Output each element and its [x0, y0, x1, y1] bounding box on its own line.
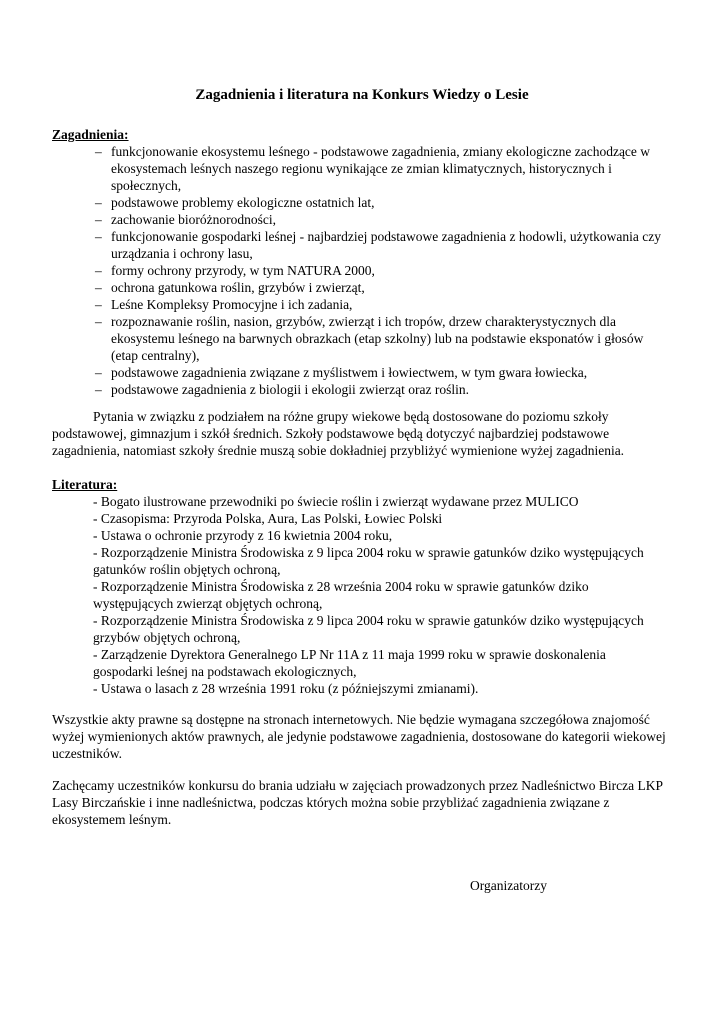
topic-text: ochrona gatunkowa roślin, grzybów i zwierząt,: [111, 280, 365, 295]
bullet-dash: –: [95, 212, 102, 227]
bullet-dash: –: [95, 195, 102, 210]
topic-item: [0, 211, 671, 228]
topic-item: [0, 313, 671, 364]
topic-text: funkcjonowanie gospodarki leśnej - najbardziej podstawowe zagadnienia z hodowli, użytkowania czy urządzania i ochrony lasu,: [111, 229, 661, 261]
literature-item: - Rozporządzenie Ministra Środowiska z 9 lipca 2004 roku w sprawie gatunków dziko występujących grzybów objętych ochroną,: [93, 613, 644, 645]
topic-text: zachowanie bioróżnorodności,: [111, 212, 276, 227]
topic-item: [0, 296, 671, 313]
document-title: Zagadnienia i literatura na Konkurs Wiedzy o Lesie: [195, 87, 529, 103]
signature: Organizatorzy: [470, 878, 547, 893]
topic-item: [0, 262, 671, 279]
topic-text: Leśne Kompleksy Promocyjne i ich zadania,: [111, 297, 353, 312]
literature-item: - Bogato ilustrowane przewodniki po świecie roślin i zwierząt wydawane przez MULICO: [93, 494, 579, 509]
literature-item: - Czasopisma: Przyroda Polska, Aura, Las Polski, Łowiec Polski: [93, 511, 443, 526]
bullet-dash: –: [95, 297, 102, 312]
invitation-paragraph: Zachęcamy uczestników konkursu do brania udziału w zajęciach prowadzonych przez Nadleśnictwo Bircza LKP Lasy Birczańskie i inne nadleśnictwa, podczas których można sobie przybliżać zagadnienia związane z ekosystemem leśnym.: [52, 778, 663, 827]
literature-heading: Literatura:: [52, 477, 118, 492]
topic-text: podstawowe problemy ekologiczne ostatnich lat,: [111, 195, 375, 210]
topic-text: podstawowe zagadnienia związane z myślistwem i łowiectwem, w tym gwara łowiecka,: [111, 365, 588, 380]
literature-item: - Zarządzenie Dyrektora Generalnego LP Nr 11A z 11 maja 1999 roku w sprawie doskonalenia gospodarki leśnej na podstawach ekologicznych,: [93, 647, 606, 679]
topics-heading: Zagadnienia:: [52, 127, 129, 142]
bullet-dash: –: [95, 229, 102, 244]
literature-item: - Rozporządzenie Ministra Środowiska z 9 lipca 2004 roku w sprawie gatunków dziko występujących gatunków roślin objętych ochroną,: [93, 545, 644, 577]
age-groups-paragraph: Pytania w związku z podziałem na różne grupy wiekowe będą dostosowane do poziomu szkoły podstawowej, gimnazjum i szkół średnich. Szkoły podstawowe będą dotyczyć najbardziej podstawowe zagadnienia, natomiast szkoły średnie muszą sobie dokładniej przybliżyć wymienione wyżej zagadnienia.: [52, 409, 625, 458]
bullet-dash: –: [95, 382, 102, 397]
topic-item: [0, 228, 671, 262]
bullet-dash: –: [95, 314, 102, 329]
topic-item: [0, 381, 671, 398]
topic-item: [0, 194, 671, 211]
topic-item: [0, 143, 671, 194]
literature-item: - Rozporządzenie Ministra Środowiska z 28 września 2004 roku w sprawie gatunków dziko występujących zwierząt objętych ochroną,: [93, 579, 589, 611]
topic-item: [0, 364, 671, 381]
bullet-dash: –: [95, 365, 102, 380]
bullet-dash: –: [95, 280, 102, 295]
topics-list: [0, 143, 724, 398]
literature-list: [0, 493, 724, 697]
topic-text: funkcjonowanie ekosystemu leśnego - podstawowe zagadnienia, zmiany ekologiczne zachodzące w ekosystemach leśnych naszego regionu wynikające ze zmian klimatycznych, historycznych i społecznych,: [111, 144, 651, 193]
topic-item: [0, 279, 671, 296]
legal-acts-paragraph: Wszystkie akty prawne są dostępne na stronach internetowych. Nie będzie wymagana szczegółowa znajomość wyżej wymienionych aktów prawnych, ale jedynie podstawowe zagadnienia, dostosowane do kategorii wiekowej uczestników.: [52, 712, 666, 761]
literature-item: - Ustawa o lasach z 28 września 1991 roku (z późniejszymi zmianami).: [93, 681, 479, 696]
topic-text: rozpoznawanie roślin, nasion, grzybów, zwierząt i ich tropów, drzew charakterystycznych dla ekosystemu leśnego na barwnych obrazkach (etap szkolny) lub na podstawie eksponatów i głosów (etap centralny),: [111, 314, 644, 363]
topic-text: formy ochrony przyrody, w tym NATURA 2000,: [111, 263, 375, 278]
topic-text: podstawowe zagadnienia z biologii i ekologii zwierząt oraz roślin.: [111, 382, 470, 397]
bullet-dash: –: [95, 263, 102, 278]
bullet-dash: –: [95, 144, 102, 159]
literature-item: - Ustawa o ochronie przyrody z 16 kwietnia 2004 roku,: [93, 528, 393, 543]
